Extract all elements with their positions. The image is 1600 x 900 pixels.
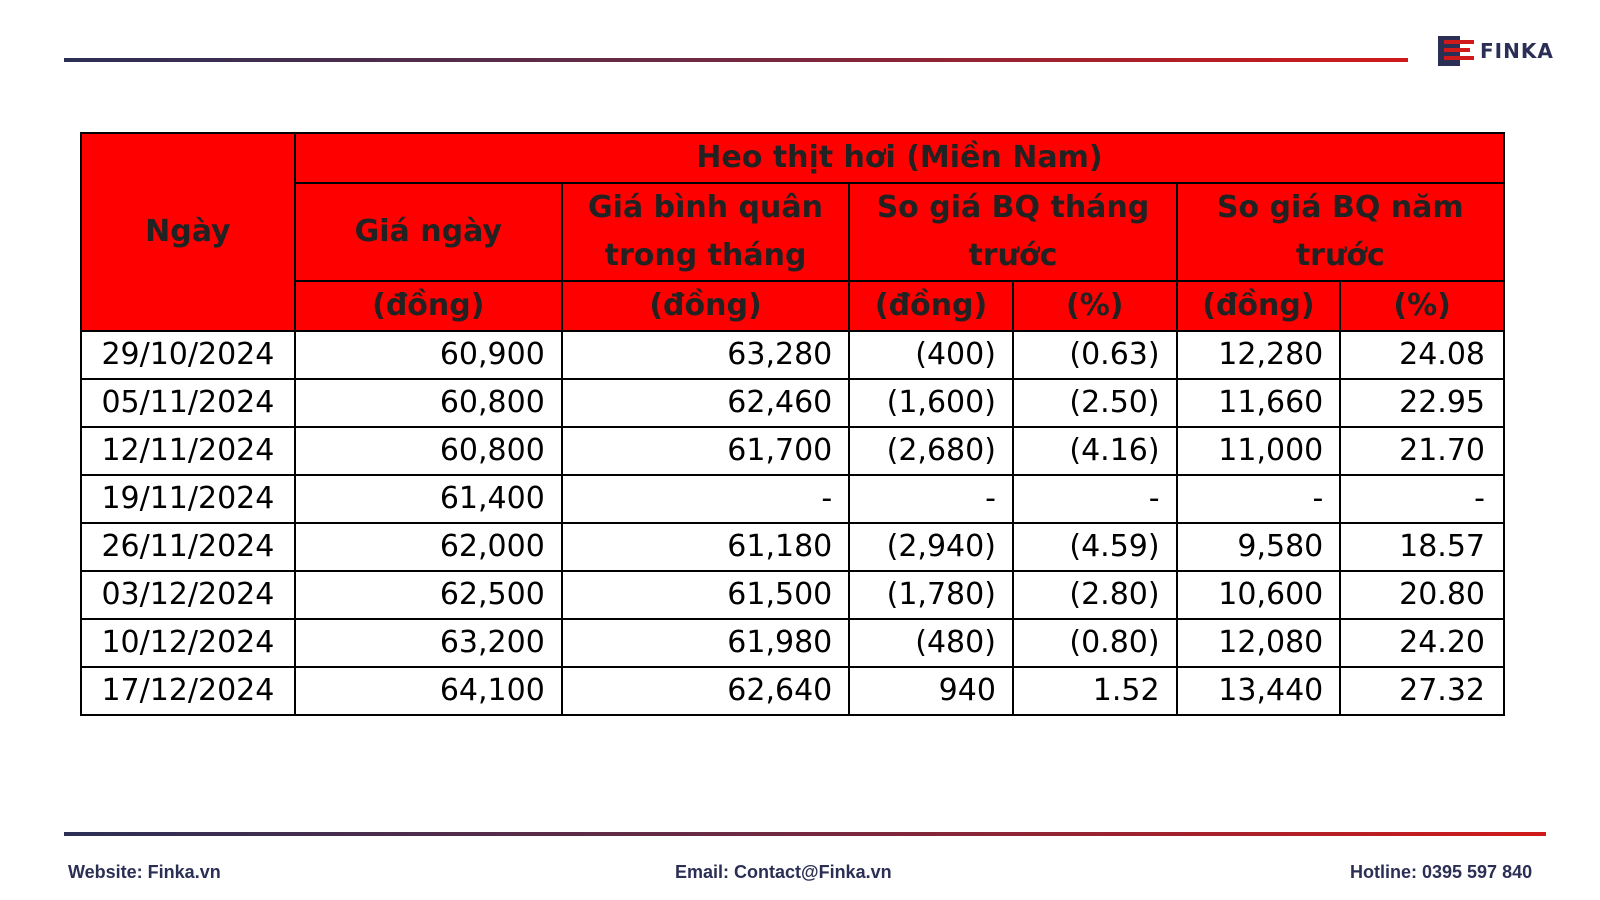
vs-year-pct-cell: 24.20 [1340,619,1504,667]
vs-year-pct-cell: 21.70 [1340,427,1504,475]
table-row [81,331,1504,379]
vs-month-pct-cell: (4.59) [1013,523,1177,571]
vs-month-dong-cell: (1,780) [849,571,1013,619]
date-cell: 10/12/2024 [81,619,295,667]
date-cell: 05/11/2024 [81,379,295,427]
avg-month-cell: 62,460 [562,379,849,427]
date-cell: 12/11/2024 [81,427,295,475]
date-header: Ngày [81,133,295,331]
unit-header: (đồng) [1177,281,1341,331]
avg-month-cell: 62,640 [562,667,849,715]
vs-year-dong-cell: 11,660 [1177,379,1341,427]
price-day-cell: 62,500 [295,571,562,619]
table-row [81,475,1504,523]
vs-year-dong-cell: 13,440 [1177,667,1341,715]
bottom-divider [64,832,1546,836]
vs-year-dong-cell: 11,000 [1177,427,1341,475]
vs-month-pct-cell: (0.63) [1013,331,1177,379]
date-cell: 03/12/2024 [81,571,295,619]
vs-month-dong-cell: (400) [849,331,1013,379]
vs-year-pct-cell: 22.95 [1340,379,1504,427]
unit-header: (%) [1013,281,1177,331]
vs-year-dong-cell: 9,580 [1177,523,1341,571]
price-day-cell: 64,100 [295,667,562,715]
price-day-cell: 60,800 [295,427,562,475]
price-day-cell: 61,400 [295,475,562,523]
vs-month-pct-cell: (2.80) [1013,571,1177,619]
unit-header: (đồng) [849,281,1013,331]
vs-month-pct-cell: (0.80) [1013,619,1177,667]
avg-month-cell: - [562,475,849,523]
vs-month-dong-cell: - [849,475,1013,523]
vs-year-pct-cell: 20.80 [1340,571,1504,619]
price-day-cell: 62,000 [295,523,562,571]
finka-logo [1438,36,1554,66]
vs-month-dong-cell: 940 [849,667,1013,715]
vs-month-pct-cell: 1.52 [1013,667,1177,715]
table-row [81,427,1504,475]
avg-month-cell: 61,700 [562,427,849,475]
vs-prev-year-header: So giá BQ năm trước [1177,183,1504,281]
avg-month-cell: 63,280 [562,331,849,379]
vs-month-dong-cell: (1,600) [849,379,1013,427]
date-cell: 26/11/2024 [81,523,295,571]
group-header: Heo thịt hơi (Miền Nam) [295,133,1504,183]
avg-month-header: Giá bình quân trong tháng [562,183,849,281]
date-cell: 29/10/2024 [81,331,295,379]
vs-month-pct-cell: (4.16) [1013,427,1177,475]
avg-month-cell: 61,980 [562,619,849,667]
table-row [81,571,1504,619]
finka-flag-icon [1438,36,1478,66]
date-cell: 19/11/2024 [81,475,295,523]
avg-month-cell: 61,500 [562,571,849,619]
vs-year-pct-cell: - [1340,475,1504,523]
price-table [80,132,1505,716]
vs-year-pct-cell: 24.08 [1340,331,1504,379]
unit-header: (đồng) [295,281,562,331]
vs-month-dong-cell: (2,680) [849,427,1013,475]
vs-month-pct-cell: (2.50) [1013,379,1177,427]
vs-year-dong-cell: 12,080 [1177,619,1341,667]
footer-email: Email: Contact@Finka.vn [675,862,892,882]
vs-year-dong-cell: 12,280 [1177,331,1341,379]
vs-prev-month-header: So giá BQ tháng trước [849,183,1176,281]
table-row [81,523,1504,571]
vs-year-dong-cell: 10,600 [1177,571,1341,619]
vs-month-pct-cell: - [1013,475,1177,523]
unit-header: (%) [1340,281,1504,331]
vs-year-pct-cell: 18.57 [1340,523,1504,571]
vs-year-pct-cell: 27.32 [1340,667,1504,715]
date-cell: 17/12/2024 [81,667,295,715]
price-day-cell: 60,800 [295,379,562,427]
footer-hotline: Hotline: 0395 597 840 [1350,862,1533,882]
avg-month-cell: 61,180 [562,523,849,571]
vs-month-dong-cell: (480) [849,619,1013,667]
table-row [81,667,1504,715]
top-divider [64,58,1408,62]
vs-year-dong-cell: - [1177,475,1341,523]
price-day-cell: 63,200 [295,619,562,667]
footer-website: Website: Finka.vn [68,862,221,882]
brand-name: FINKA [1480,39,1554,63]
vs-month-dong-cell: (2,940) [849,523,1013,571]
table-row [81,619,1504,667]
price-day-cell: 60,900 [295,331,562,379]
unit-header: (đồng) [562,281,849,331]
table-row [81,379,1504,427]
price-day-header: Giá ngày [295,183,562,281]
